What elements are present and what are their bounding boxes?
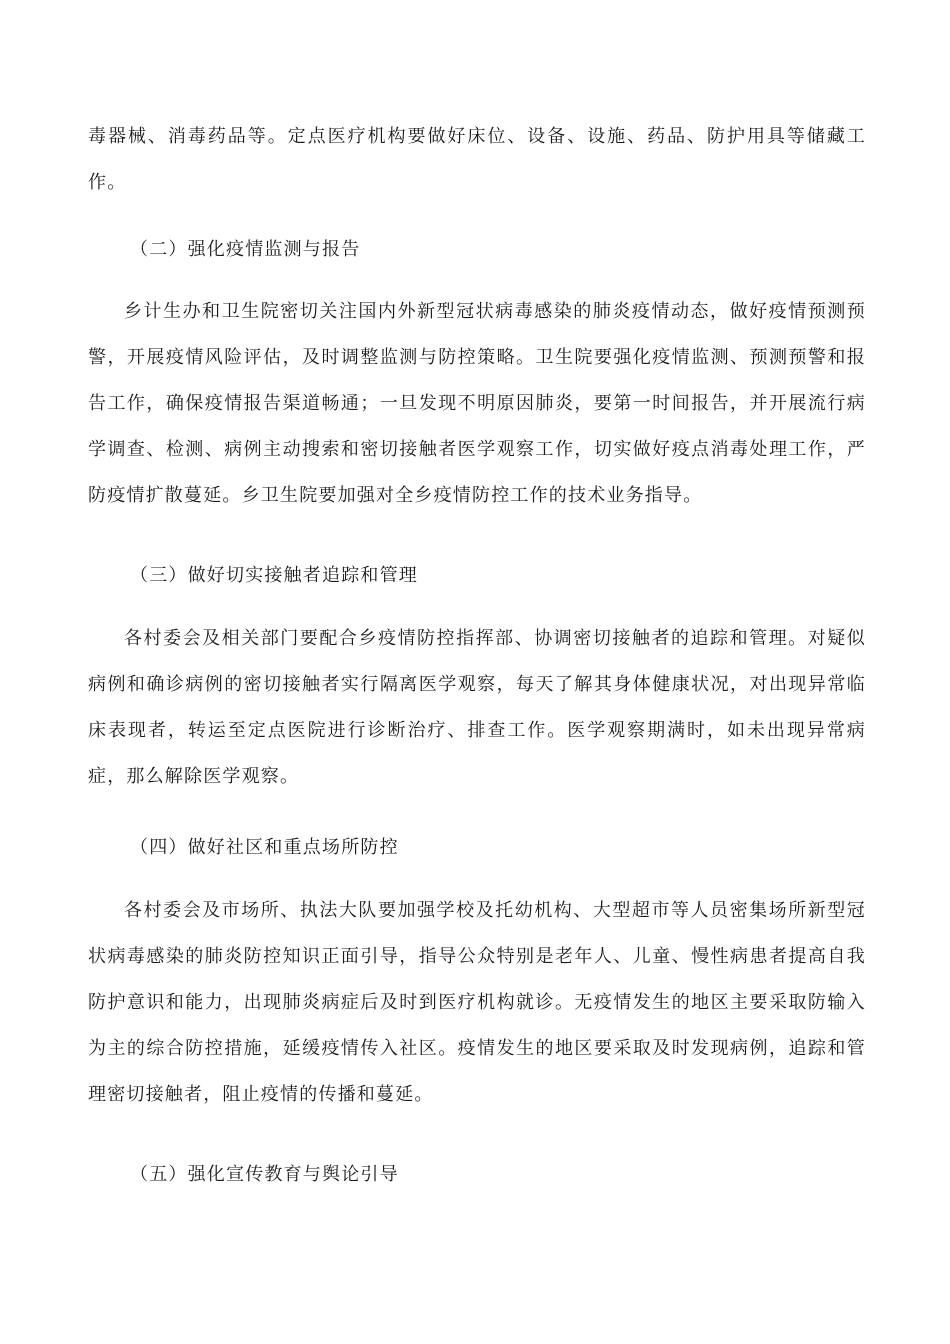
section-heading-3: （三）做好切实接触者追踪和管理 [130, 565, 418, 586]
section-heading-4: （四）做好社区和重点场所防控 [130, 837, 399, 858]
section-heading-2: （二）强化疫情监测与报告 [130, 239, 361, 260]
section-heading-5: （五）强化宣传教育与舆论引导 [130, 1164, 399, 1185]
paragraph-monitoring: 乡计生办和卫生院密切关注国内外新型冠状病毒感染的肺炎疫情动态，做好疫情预测预警，开展疫情风险评估，及时调整监测与防控策略。卫生院要强化疫情监测、预测预警和报告工作，确保疫情报告渠道畅通；一旦发现不明原因肺炎，要第一时间报告，并开展流行病学调查、检测、病例主动搜索和密切接触者医学观察工作，切实做好疫点消毒处理工作，严防疫情扩散蔓延。乡卫生院要加强对全乡疫情防控工作的技术业务指导。 [88, 301, 866, 506]
paragraph-continuation: 毒器械、消毒药品等。定点医疗机构要做好床位、设备、设施、药品、防护用具等储藏工作。 [88, 126, 866, 193]
paragraph-contact-tracing: 各村委会及相关部门要配合乡疫情防控指挥部、协调密切接触者的追踪和管理。对疑似病例和确诊病例的密切接触者实行隔离医学观察，每天了解其身体健康状况，对出现异常临床表现者，转运至定点医院进行诊断治疗、排查工作。医学观察期满时，如未出现异常病症，那么解除医学观察。 [88, 628, 866, 787]
paragraph-community-control: 各村委会及市场所、执法大队要加强学校及托幼机构、大型超市等人员密集场所新型冠状病毒感染的肺炎防控知识正面引导，指导公众特别是老年人、儿童、慢性病患者提高自我防护意识和能力，出现肺炎病症后及时到医疗机构就诊。无疫情发生的地区主要采取防输入为主的综合防控措施，延缓疫情传入社区。疫情发生的地区要采取及时发现病例，追踪和管理密切接触者，阻止疫情的传播和蔓延。 [88, 900, 866, 1105]
